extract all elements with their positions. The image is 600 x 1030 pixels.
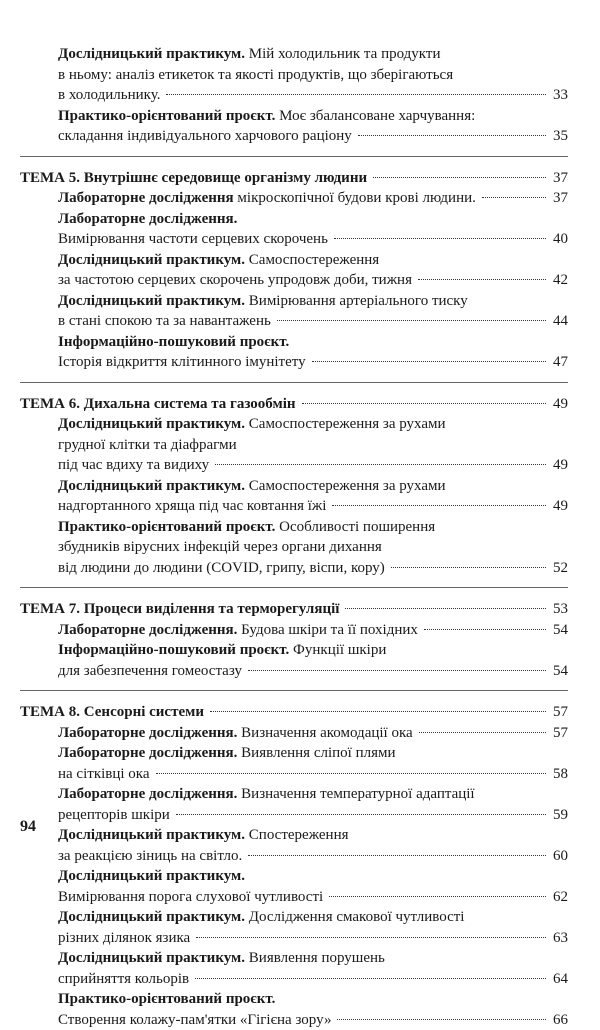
entry-text [58,126,352,147]
entry-desc: Виявлення порушень [245,950,385,966]
toc-line [58,435,568,456]
toc-line-last [58,311,568,332]
toc-line [58,65,568,86]
entry-text [58,46,440,62]
entry-desc: грудної клітки та діафрагми [58,437,237,453]
entry-text [58,211,237,227]
dot-leader [334,238,546,239]
toc-topic [20,599,568,620]
entry-text [58,723,413,744]
toc-line [58,989,568,1010]
toc-line [58,784,568,805]
entry-text [58,745,396,761]
toc-entry [20,332,568,373]
dot-leader [156,773,546,774]
dot-leader [166,94,546,95]
entry-label: Інформаційно-пошуковий проєкт. [58,642,289,658]
toc-entry [20,743,568,784]
toc-line [58,907,568,928]
entry-page: 49 [550,496,568,517]
toc-entry [20,723,568,744]
toc-line-last [58,661,568,682]
dot-leader [277,320,546,321]
dot-leader [195,978,546,979]
entry-label: Дослідницький практикум. [58,868,245,884]
dot-leader [176,814,546,815]
dot-leader [373,177,546,178]
entry-text [58,1010,331,1030]
entry-page: 44 [550,311,568,332]
toc-line-last [58,764,568,785]
entry-label: Дослідницький практикум. [58,827,245,843]
entry-desc: Самоспостереження за рухами [245,478,446,494]
entry-desc: в стані спокою та за навантажень [58,313,271,329]
toc-entry [20,907,568,948]
entry-page: 37 [550,168,568,189]
dot-leader [358,135,546,136]
entry-text [58,642,386,658]
entry-desc: Визначення температурної адаптації [237,786,474,802]
entry-label: Дослідницький практикум. [58,252,245,268]
entry-text [58,352,306,373]
entry-page: 40 [550,229,568,250]
entry-desc: під час вдиху та видиху [58,457,209,473]
toc-topic [20,168,568,189]
entry-text [58,270,412,291]
entry-desc: для забезпечення гомеостазу [58,663,242,679]
entry-label: ТЕМА 8. Сенсорні системи [20,704,204,720]
entry-desc: Створення колажу-пам'ятки «Гігієна зору» [58,1012,331,1028]
entry-text [20,599,339,620]
entry-desc: Визначення акомодації ока [237,725,412,741]
section-divider [20,587,568,588]
toc-line [58,209,568,230]
entry-page: 59 [550,805,568,826]
toc-line-last [20,702,568,723]
toc-entry [20,784,568,825]
entry-page: 63 [550,928,568,949]
toc-line [58,332,568,353]
entry-page: 62 [550,887,568,908]
entry-label: ТЕМА 5. Внутрішнє середовище організму людини [20,170,367,186]
toc-line-last [58,270,568,291]
entry-page: 37 [550,188,568,209]
entry-desc: Самоспостереження за рухами [245,416,446,432]
entry-text [58,416,446,432]
toc-line-last [20,394,568,415]
entry-text [58,786,475,802]
toc-line-last [58,229,568,250]
entry-desc: збудників вірусних інфекцій через органи дихання [58,539,382,555]
section-divider [20,690,568,691]
page-number: 94 [20,818,36,836]
entry-text [58,846,242,867]
toc-line-last [20,168,568,189]
toc-entry [20,620,568,641]
toc-line-last [58,887,568,908]
entry-desc: на сітківці ока [58,766,150,782]
entry-page: 54 [550,620,568,641]
toc-line-last [58,455,568,476]
entry-desc: в холодильнику. [58,87,160,103]
entry-text [58,558,385,579]
entry-desc: складання індивідуального харчового раціону [58,128,352,144]
entry-label: Лабораторне дослідження. [58,622,237,638]
dot-leader [248,855,546,856]
entry-desc: Вимірювання частоти серцевих скорочень [58,231,328,247]
dot-leader [312,361,546,362]
entry-desc: рецепторів шкіри [58,807,170,823]
toc-line-last [58,188,568,209]
entry-desc: Вимірювання артеріального тиску [245,293,468,309]
entry-text [58,85,160,106]
entry-text [58,868,245,884]
entry-page: 53 [550,599,568,620]
entry-text [58,293,468,309]
toc-line [58,640,568,661]
toc-line-last [58,558,568,579]
dot-leader [424,629,546,630]
entry-desc: Моє збалансоване харчування: [275,108,475,124]
dot-leader [210,711,546,712]
dot-leader [345,608,546,609]
toc-entry [20,517,568,579]
entry-desc: Вимірювання порога слухової чутливості [58,889,323,905]
entry-text [58,539,382,555]
toc-topic [20,394,568,415]
toc-line-last [58,126,568,147]
entry-text [58,188,476,209]
toc-line-last [58,1010,568,1030]
toc-line [58,291,568,312]
entry-label: Дослідницький практикум. [58,416,245,432]
entry-label: Лабораторне дослідження. [58,786,237,802]
entry-desc: від людини до людини (COVID, грипу, віспи, кору) [58,560,385,576]
entry-label: Лабораторне дослідження. [58,211,237,227]
toc-topic [20,702,568,723]
entry-text [58,519,435,535]
entry-page: 35 [550,126,568,147]
toc-entry [20,948,568,989]
entry-label: Практико-орієнтований проєкт. [58,991,275,1007]
entry-label: Дослідницький практикум. [58,478,245,494]
entry-label: Дослідницький практикум. [58,909,245,925]
entry-desc: Будова шкіри та її похідних [237,622,418,638]
entry-page: 64 [550,969,568,990]
entry-page: 54 [550,661,568,682]
entry-desc: Дослідження смакової чутливості [245,909,464,925]
entry-page: 33 [550,85,568,106]
entry-label: Лабораторне дослідження [58,190,234,206]
entry-label: ТЕМА 6. Дихальна система та газообмін [20,396,296,412]
toc-line [58,250,568,271]
entry-text [58,909,464,925]
entry-desc: Історія відкриття клітинного імунітету [58,354,306,370]
entry-text [58,334,289,350]
entry-label: Практико-орієнтований проєкт. [58,108,275,124]
toc-entry [20,825,568,866]
toc-entry [20,414,568,476]
entry-text [58,108,475,124]
entry-label: Лабораторне дослідження. [58,745,237,761]
toc-line [58,106,568,127]
toc-entry [20,106,568,147]
dot-leader [482,197,546,198]
section-divider [20,156,568,157]
entry-page: 47 [550,352,568,373]
entry-desc: за частотою серцевих скорочень упродовж доби, тижня [58,272,412,288]
toc-line-last [58,928,568,949]
entry-desc: Самоспостереження [245,252,379,268]
toc-entry [20,209,568,250]
toc-entry [20,291,568,332]
entry-text [58,311,271,332]
table-of-contents [20,44,568,1030]
entry-desc: різних ділянок язика [58,930,190,946]
entry-label: Дослідницький практикум. [58,46,245,62]
dot-leader [332,505,546,506]
entry-desc: Виявлення сліпої плями [237,745,395,761]
toc-line [58,44,568,65]
toc-line-last [58,352,568,373]
toc-entry [20,44,568,106]
entry-text [58,455,209,476]
dot-leader [391,567,546,568]
entry-desc: Особливості поширення [275,519,435,535]
dot-leader [215,464,546,465]
toc-line-last [58,805,568,826]
toc-line-last [58,85,568,106]
entry-text [58,764,150,785]
entry-text [20,168,367,189]
toc-line-last [58,620,568,641]
toc-entry [20,640,568,681]
toc-entry [20,476,568,517]
entry-desc: за реакцією зіниць на світло. [58,848,242,864]
toc-line-last [58,496,568,517]
entry-desc: мікроскопічної будови крові людини. [234,190,476,206]
entry-page: 42 [550,270,568,291]
toc-line [58,414,568,435]
entry-text [58,805,170,826]
entry-label: Дослідницький практикум. [58,293,245,309]
entry-text [58,437,237,453]
entry-page: 49 [550,455,568,476]
toc-line [58,948,568,969]
entry-text [58,661,242,682]
entry-desc: в ньому: аналіз етикеток та якості продуктів, що зберігаються [58,67,453,83]
toc-entry [20,989,568,1030]
entry-label: Лабораторне дослідження. [58,725,237,741]
toc-line-last [58,723,568,744]
dot-leader [329,896,546,897]
toc-line [58,825,568,846]
toc-line [58,537,568,558]
toc-line-last [20,599,568,620]
toc-line [58,476,568,497]
entry-text [58,950,385,966]
toc-entry [20,250,568,291]
entry-text [58,478,446,494]
entry-label: ТЕМА 7. Процеси виділення та терморегуляції [20,601,339,617]
entry-text [58,229,328,250]
entry-label: Інформаційно-пошуковий проєкт. [58,334,289,350]
toc-line [58,743,568,764]
toc-line-last [58,846,568,867]
dot-leader [248,670,546,671]
entry-text [58,928,190,949]
entry-page: 60 [550,846,568,867]
toc-line [58,517,568,538]
dot-leader [418,279,546,280]
entry-page: 52 [550,558,568,579]
entry-text [58,991,275,1007]
entry-page: 57 [550,702,568,723]
entry-desc: Функції шкіри [289,642,386,658]
entry-page: 58 [550,764,568,785]
entry-desc: Спостереження [245,827,348,843]
entry-text [58,67,453,83]
toc-line [58,866,568,887]
entry-desc: надгортанного хряща під час ковтання їжі [58,498,326,514]
dot-leader [419,732,546,733]
entry-text [20,394,296,415]
entry-text [58,252,379,268]
entry-label: Дослідницький практикум. [58,950,245,966]
dot-leader [196,937,546,938]
entry-label: Практико-орієнтований проєкт. [58,519,275,535]
entry-desc: сприйняття кольорів [58,971,189,987]
entry-text [58,620,418,641]
entry-text [58,827,349,843]
entry-text [20,702,204,723]
entry-desc: Мій холодильник та продукти [245,46,440,62]
entry-page: 66 [550,1010,568,1030]
toc-entry [20,188,568,209]
toc-line-last [58,969,568,990]
entry-text [58,969,189,990]
entry-text [58,496,326,517]
entry-page: 49 [550,394,568,415]
section-divider [20,382,568,383]
entry-page: 57 [550,723,568,744]
dot-leader [302,403,546,404]
dot-leader [337,1019,546,1020]
entry-text [58,887,323,908]
